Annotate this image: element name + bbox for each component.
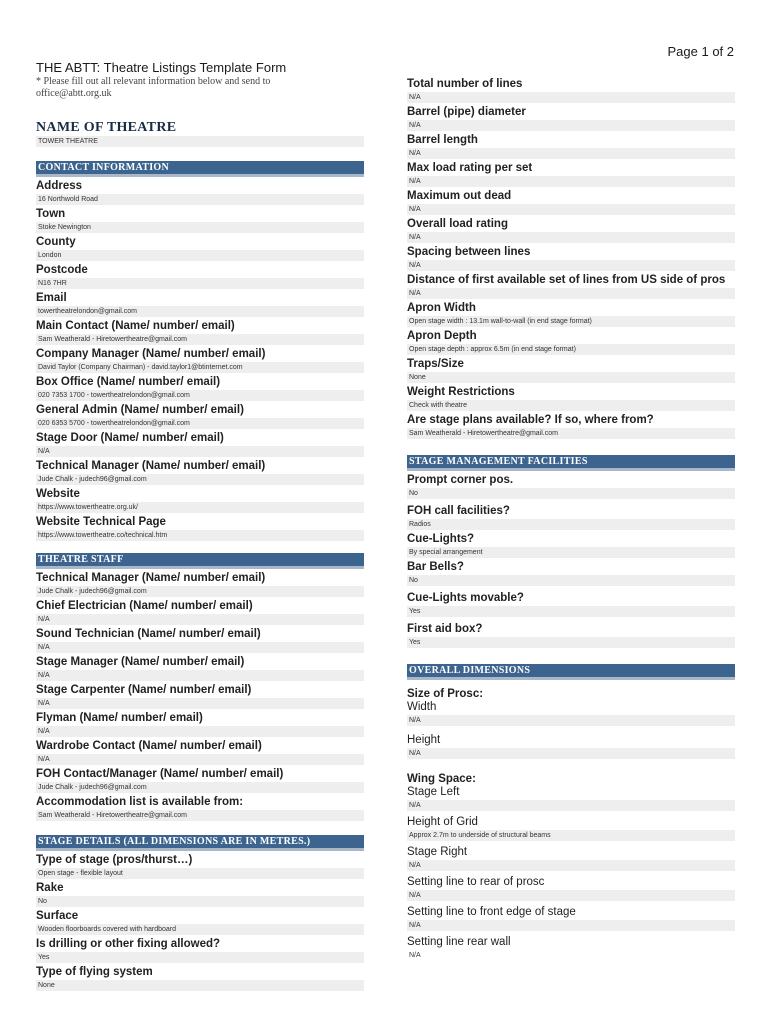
field-label: Overall load rating [407,218,508,230]
stage-details-fields [36,852,364,991]
field-label: Height of Grid [407,816,478,828]
submission-email[interactable]: office@abtt.org.uk [36,88,112,99]
surface-field[interactable]: Wooden floorboards covered with hardboard [36,924,364,935]
flying-system-field[interactable]: None [36,980,364,991]
field-label: Website [36,488,80,500]
maximum-out-dead-field[interactable]: N/A [407,204,735,215]
line-spacing-field[interactable]: N/A [407,260,735,271]
stage-management-fields [407,472,735,648]
chief-electrician-field[interactable]: N/A [36,614,364,625]
field-label: Traps/Size [407,358,464,370]
stage-carpenter-field[interactable]: N/A [36,698,364,709]
stage-door-field[interactable]: N/A [36,446,364,457]
drilling-allowed-field[interactable]: Yes [36,952,364,963]
field-label: Postcode [36,264,88,276]
field-label: Surface [36,910,79,922]
barrel-diameter-field[interactable]: N/A [407,120,735,131]
field-label: Barrel length [407,134,478,146]
barrel-length-field[interactable]: N/A [407,148,735,159]
field-label: Bar Bells? [407,561,464,573]
field-label: General Admin (Name/ number/ email) [36,404,244,416]
stage-left-field[interactable]: N/A [407,800,735,811]
website-technical-page-field[interactable]: https://www.towertheatre.co/technical.htm [36,530,364,541]
field-label: Maximum out dead [407,190,512,202]
field-label: Email [36,292,67,304]
field-label: Box Office (Name/ number/ email) [36,376,221,388]
setting-line-rear-prosc-field[interactable]: N/A [407,890,735,901]
county-field[interactable]: London [36,250,364,261]
field-label: First aid box? [407,623,483,635]
bar-bells-field[interactable]: No [407,575,735,586]
field-label: Main Contact (Name/ number/ email) [36,320,235,332]
cue-lights-field[interactable]: By special arrangement [407,547,735,558]
field-label: Cue-Lights? [407,533,475,545]
first-line-distance-field[interactable]: N/A [407,288,735,299]
prosc-width-field[interactable]: N/A [407,715,735,726]
stage-manager-field[interactable]: N/A [36,670,364,681]
field-label: Website Technical Page [36,516,166,528]
field-label: Apron Width [407,302,476,314]
field-label: Setting line rear wall [407,936,511,948]
stage-plans-field[interactable]: Sam Weatherald - Hiretowertheatre@gmail.com [407,428,735,439]
field-label: Accommodation list is available from: [36,796,244,808]
field-label: Stage Right [407,846,468,858]
field-label: Max load rating per set [407,162,533,174]
field-label: Sound Technician (Name/ number/ email) [36,628,261,640]
page-number: Page 1 of 2 [667,44,734,59]
technical-manager-field[interactable]: Jude Chalk - judech96@gmail.com [36,474,364,485]
main-contact-field[interactable]: Sam Weatherald - Hiretowertheatre@gmail.com [36,334,364,345]
theatre-name-field[interactable]: TOWER THEATRE [36,136,364,147]
flying-fields [407,76,735,439]
grid-height-field[interactable]: Approx 2.7m to underside of structural beams [407,830,735,841]
overall-dimensions-header: OVERALL DIMENSIONS [407,664,735,680]
wardrobe-contact-field[interactable]: N/A [36,754,364,765]
field-label: Address [36,180,83,192]
max-load-rating-field[interactable]: N/A [407,176,735,187]
field-label: Chief Electrician (Name/ number/ email) [36,600,253,612]
wing-space-label: Wing Space: [407,773,476,785]
field-label: FOH Contact/Manager (Name/ number/ email) [36,768,284,780]
website-field[interactable]: https://www.towertheatre.org.uk/ [36,502,364,513]
overall-load-rating-field[interactable]: N/A [407,232,735,243]
address-field[interactable]: 16 Northwold Road [36,194,364,205]
stage-management-header: STAGE MANAGEMENT FACILITIES [407,455,735,471]
field-label: Apron Depth [407,330,477,342]
company-manager-field[interactable]: David Taylor (Company Chairman) - david.taylor1@btinternet.com [36,362,364,373]
field-label: FOH call facilities? [407,505,510,517]
field-label: Technical Manager (Name/ number/ email) [36,460,266,472]
sound-technician-field[interactable]: N/A [36,642,364,653]
field-label: Wardrobe Contact (Name/ number/ email) [36,740,262,752]
field-label: Setting line to rear of prosc [407,876,545,888]
field-label: Is drilling or other fixing allowed? [36,938,221,950]
box-office-field[interactable]: 020 7353 1700 - towertheatrelondon@gmail.com [36,390,364,401]
staff-technical-manager-field[interactable]: Jude Chalk - judech96@gmail.com [36,586,364,597]
stage-details-header: STAGE DETAILS (ALL DIMENSIONS ARE IN METRES.) [36,835,364,851]
field-label: Height [407,734,441,746]
field-label: County [36,236,76,248]
email-field[interactable]: towertheatrelondon@gmail.com [36,306,364,317]
weight-restrictions-field[interactable]: Check with theatre [407,400,735,411]
theatre-name-heading: NAME OF THEATRE [36,120,177,135]
field-label: Town [36,208,66,220]
flyman-field[interactable]: N/A [36,726,364,737]
field-label: Technical Manager (Name/ number/ email) [36,572,266,584]
field-label: Rake [36,882,64,894]
setting-line-front-edge-field[interactable]: N/A [407,920,735,931]
field-label: Spacing between lines [407,246,531,258]
first-aid-box-field[interactable]: Yes [407,637,735,648]
theatre-staff-header: THEATRE STAFF [36,553,364,569]
field-label: Distance of first available set of lines from US side of pros [407,274,726,286]
prosc-height-field[interactable]: N/A [407,748,735,759]
field-label: Cue-Lights movable? [407,592,524,604]
accommodation-field[interactable]: Sam Weatherald - Hiretowertheatre@gmail.com [36,810,364,821]
general-admin-field[interactable]: 020 6353 5700 - towertheatrelondon@gmail.com [36,418,364,429]
dimensions-fields [407,686,735,961]
field-label: Weight Restrictions [407,386,515,398]
traps-size-field[interactable]: None [407,372,735,383]
foh-contact-field[interactable]: Jude Chalk - judech96@gmail.com [36,782,364,793]
prompt-corner-field[interactable]: No [407,488,735,499]
apron-width-field[interactable]: Open stage width : 13.1m wall-to-wall (in end stage format) [407,316,735,327]
field-label: Total number of lines [407,78,523,90]
apron-depth-field[interactable]: Open stage depth : approx 6.5m (in end stage format) [407,344,735,355]
stage-right-field[interactable]: N/A [407,860,735,871]
field-label: Setting line to front edge of stage [407,906,576,918]
staff-fields [36,570,364,821]
field-label: Flyman (Name/ number/ email) [36,712,203,724]
postcode-field[interactable]: N16 7HR [36,278,364,289]
field-label: Type of flying system [36,966,153,978]
field-label: Company Manager (Name/ number/ email) [36,348,266,360]
setting-line-rear-wall-field[interactable]: N/A [407,950,735,961]
document-title: THE ABTT: Theatre Listings Template Form [36,60,287,75]
field-label: Stage Carpenter (Name/ number/ email) [36,684,252,696]
field-label: Type of stage (pros/thurst…) [36,854,193,866]
contact-fields [36,178,364,541]
total-lines-field[interactable]: N/A [407,92,735,103]
right-column [407,75,735,961]
foh-call-field[interactable]: Radios [407,519,735,530]
field-label: Width [407,701,437,713]
field-label: Stage Manager (Name/ number/ email) [36,656,245,668]
field-label: Prompt corner pos. [407,474,514,486]
cue-lights-movable-field[interactable]: Yes [407,606,735,617]
field-label: Stage Door (Name/ number/ email) [36,432,224,444]
stage-type-field[interactable]: Open stage - flexible layout [36,868,364,879]
field-label: Barrel (pipe) diameter [407,106,526,118]
size-of-prosc-label: Size of Prosc: [407,688,484,700]
rake-field[interactable]: No [36,896,364,907]
instructions-note: * Please fill out all relevant information below and send to [36,76,271,87]
town-field[interactable]: Stoke Newington [36,222,364,233]
field-label: Are stage plans available? If so, where from? [407,414,654,426]
field-label: Stage Left [407,786,460,798]
left-column [36,60,364,991]
contact-information-header: CONTACT INFORMATION [36,161,364,177]
